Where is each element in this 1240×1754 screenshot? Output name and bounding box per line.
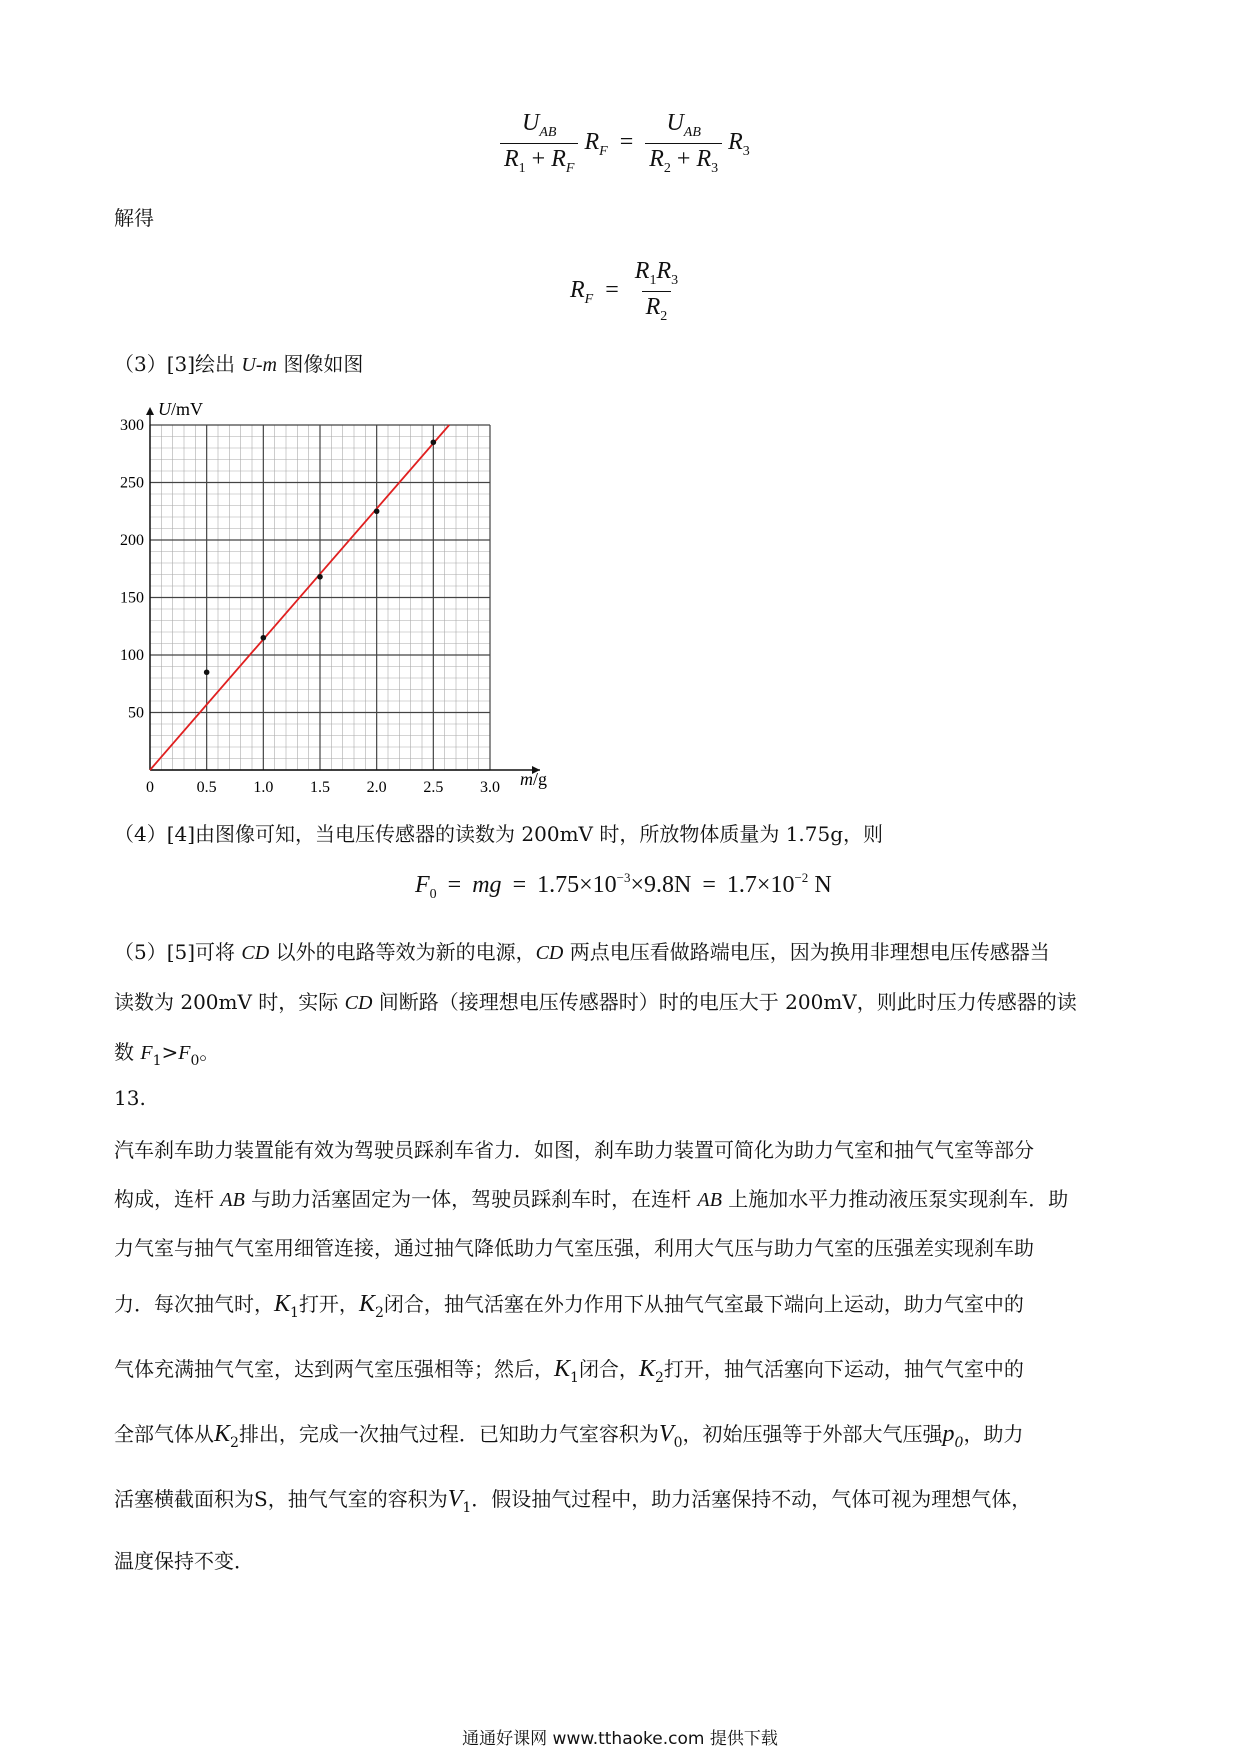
- q13-line2: 构成，连杆 AB 与助力活塞固定为一体，驾驶员踩刹车时，在连杆 AB 上施加水平力推动液压泵实现刹车．助: [114, 1187, 1069, 1211]
- part4-text: （4）[4]由图像可知，当电压传感器的读数为 200mV 时，所放物体质量为 1.75g，则: [114, 822, 884, 846]
- data-point: [261, 635, 267, 641]
- footer-source: 通通好课网 www.tthaoke.com 提供下载: [462, 1729, 778, 1749]
- part5-line1: （5）[5]可将 CD 以外的电路等效为新的电源，CD 两点电压看做路端电压，因为换用非理想电压传感器当: [114, 940, 1050, 964]
- x-tick-label: 2.5: [423, 779, 444, 795]
- formula-rf: $R_F$ = $\frac{R_1R_3}{R_2}$: [570, 258, 682, 325]
- major-grid: [150, 425, 490, 770]
- q13-line1: 汽车刹车助力装置能有效为驾驶员踩刹车省力．如图，刹车助力装置可简化为助力气室和抽气气室等部分: [114, 1138, 1034, 1162]
- x-tick-label: 1.5: [310, 779, 330, 795]
- data-point: [431, 439, 437, 445]
- q13-line4: 力．每次抽气时，$K_1$打开，$K_2$闭合，抽气活塞在外力作用下从抽气气室最下端向上运动，助力气室中的: [114, 1291, 1024, 1321]
- x-tick-label: 0: [146, 779, 154, 795]
- y-tick-label: 300: [120, 417, 144, 434]
- fraction-lhs: $\frac{U_{AB}}{R_1 + R_F}$: [500, 110, 578, 177]
- x-tick-label: 1.0: [253, 779, 274, 795]
- q13-line3: 力气室与抽气气室用细管连接，通过抽气降低助力气室压强，利用大气压与助力气室的压强差实现刹车助: [114, 1236, 1034, 1260]
- x-axis-label: m/g: [520, 769, 548, 789]
- y-tick-label: 50: [128, 704, 144, 722]
- y-axis-arrow: [146, 407, 154, 415]
- y-tick-label: 100: [120, 647, 144, 664]
- part3-heading: （3）[3]绘出 U-m 图像如图: [114, 352, 364, 376]
- axes: [146, 407, 540, 774]
- x-tick-label: 0.5: [196, 779, 217, 795]
- formula-balance: $\frac{U_{AB}}{R_1 + R_F}$ $R_F$ = $\frac{U_{AB}}{R_2 + R_3}$ $R_3$: [500, 110, 750, 177]
- data-point: [317, 574, 323, 580]
- y-axis-label: U/mV: [158, 399, 204, 419]
- fraction-rhs: $\frac{U_{AB}}{R_2 + R_3}$: [645, 110, 722, 177]
- x-tick-label: 2.0: [366, 779, 387, 795]
- y-tick-label: 200: [120, 532, 144, 549]
- data-point: [374, 508, 380, 514]
- q13-line6: 全部气体从$K_2$排出，完成一次抽气过程．已知助力气室容积为$V_0$，初始压强等于外部大气压强$p_0$，助力: [114, 1421, 1024, 1451]
- part5-line3: 数 $F_1>F_0$。: [114, 1040, 220, 1069]
- data-point: [204, 669, 210, 675]
- y-tick-label: 250: [120, 474, 144, 492]
- q13-line7: 活塞横截面积为S，抽气气室的容积为$V_1$．假设抽气过程中，助力活塞保持不动，气体可视为理想气体，: [114, 1486, 1032, 1516]
- question-number: 13.: [114, 1086, 146, 1110]
- solve-label: 解得: [114, 206, 154, 230]
- q13-line5: 气体充满抽气气室，达到两气室压强相等；然后，$K_1$闭合，$K_2$打开，抽气活塞向下运动，抽气气室中的: [114, 1356, 1024, 1386]
- formula-f0: $F_0$ = mg = $1.75\times 10^{-3}\times 9.8N = 1.7\times 10^{-2}$ N: [415, 870, 832, 902]
- part5-line2: 读数为 200mV 时，实际 CD 间断路（接理想电压传感器时）时的电压大于 200mV，则此时压力传感器的读: [114, 990, 1077, 1014]
- q13-line8: 温度保持不变．: [114, 1549, 254, 1573]
- x-tick-label: 3.0: [480, 779, 500, 795]
- y-tick-label: 150: [120, 589, 144, 607]
- fraction-rf: $\frac{R_1R_3}{R_2}$: [634, 258, 679, 324]
- u-m-chart: [100, 395, 550, 795]
